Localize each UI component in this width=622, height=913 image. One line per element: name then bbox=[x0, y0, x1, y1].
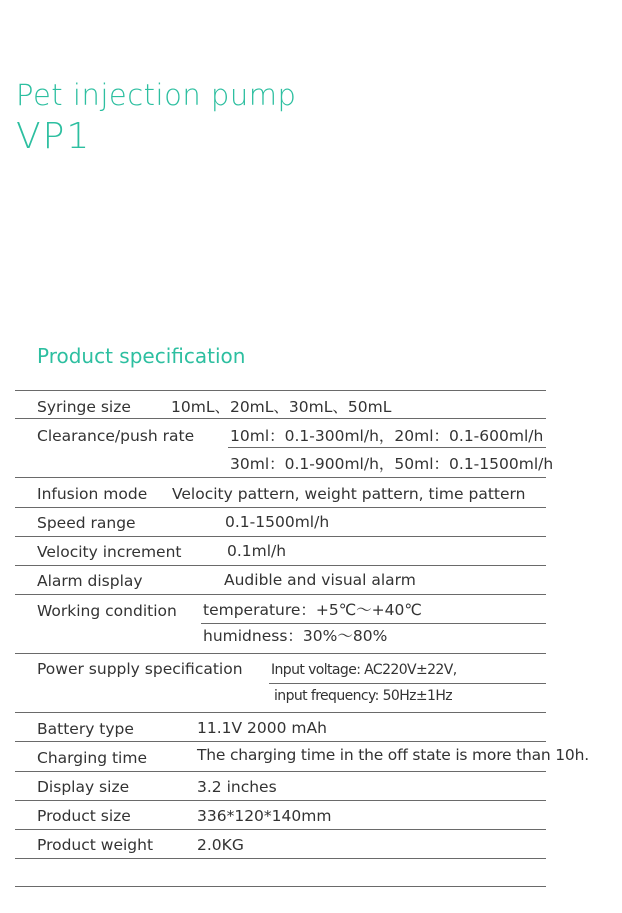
spec-value: The charging time in the off state is more than 10h. bbox=[197, 746, 589, 764]
divider bbox=[15, 594, 546, 595]
spec-value: humidness：30%～80% bbox=[203, 627, 388, 645]
divider bbox=[15, 771, 546, 772]
spec-label: Product weight bbox=[37, 836, 154, 854]
spec-label: Syringe size bbox=[37, 398, 131, 416]
spec-value: 2.0KG bbox=[197, 836, 244, 854]
spec-label: Battery type bbox=[37, 720, 134, 738]
spec-label: Velocity increment bbox=[37, 543, 182, 561]
spec-label: Working condition bbox=[37, 602, 177, 620]
spec-label: Charging time bbox=[37, 749, 147, 767]
divider bbox=[15, 858, 546, 859]
spec-label: Speed range bbox=[37, 514, 136, 532]
spec-value: 11.1V 2000 mAh bbox=[197, 719, 327, 737]
divider bbox=[15, 829, 546, 830]
spec-label: Infusion mode bbox=[37, 485, 148, 503]
divider bbox=[15, 390, 546, 391]
section-title: Product specification bbox=[37, 344, 246, 368]
spec-value: 336*120*140mm bbox=[197, 807, 332, 825]
divider bbox=[15, 418, 546, 419]
divider bbox=[15, 712, 546, 713]
divider bbox=[15, 477, 546, 478]
spec-value: 0.1ml/h bbox=[227, 542, 287, 560]
divider bbox=[15, 800, 546, 801]
product-model: VP1 bbox=[16, 116, 92, 157]
spec-label: Display size bbox=[37, 778, 130, 796]
spec-value: 10mL、20mL、30mL、50mL bbox=[171, 398, 392, 416]
divider bbox=[15, 565, 546, 566]
spec-value: 3.2 inches bbox=[197, 778, 277, 796]
divider bbox=[201, 623, 546, 624]
spec-label: Product size bbox=[37, 807, 131, 825]
spec-value: 0.1-1500ml/h bbox=[225, 513, 330, 531]
spec-label: Clearance/push rate bbox=[37, 427, 195, 445]
spec-value: Velocity pattern, weight pattern, time pattern bbox=[172, 485, 526, 503]
divider bbox=[15, 741, 546, 742]
divider bbox=[15, 886, 546, 887]
spec-value: Input voltage: AC220V±22V, bbox=[271, 662, 457, 678]
spec-value: 10ml：0.1-300ml/h，20ml：0.1-600ml/h bbox=[230, 427, 544, 445]
spec-value: Audible and visual alarm bbox=[224, 571, 416, 589]
divider bbox=[15, 536, 546, 537]
divider bbox=[15, 653, 546, 654]
spec-value: 30ml：0.1-900ml/h，50ml：0.1-1500ml/h bbox=[230, 455, 554, 473]
spec-value: temperature：+5℃～+40℃ bbox=[203, 601, 422, 619]
spec-label: Power supply specification bbox=[37, 660, 243, 678]
divider bbox=[269, 683, 546, 684]
spec-label: Alarm display bbox=[37, 572, 143, 590]
spec-value: input frequency: 50Hz±1Hz bbox=[274, 688, 453, 704]
divider bbox=[15, 507, 546, 508]
product-title: Pet injection pump bbox=[16, 78, 297, 112]
divider bbox=[228, 447, 546, 448]
